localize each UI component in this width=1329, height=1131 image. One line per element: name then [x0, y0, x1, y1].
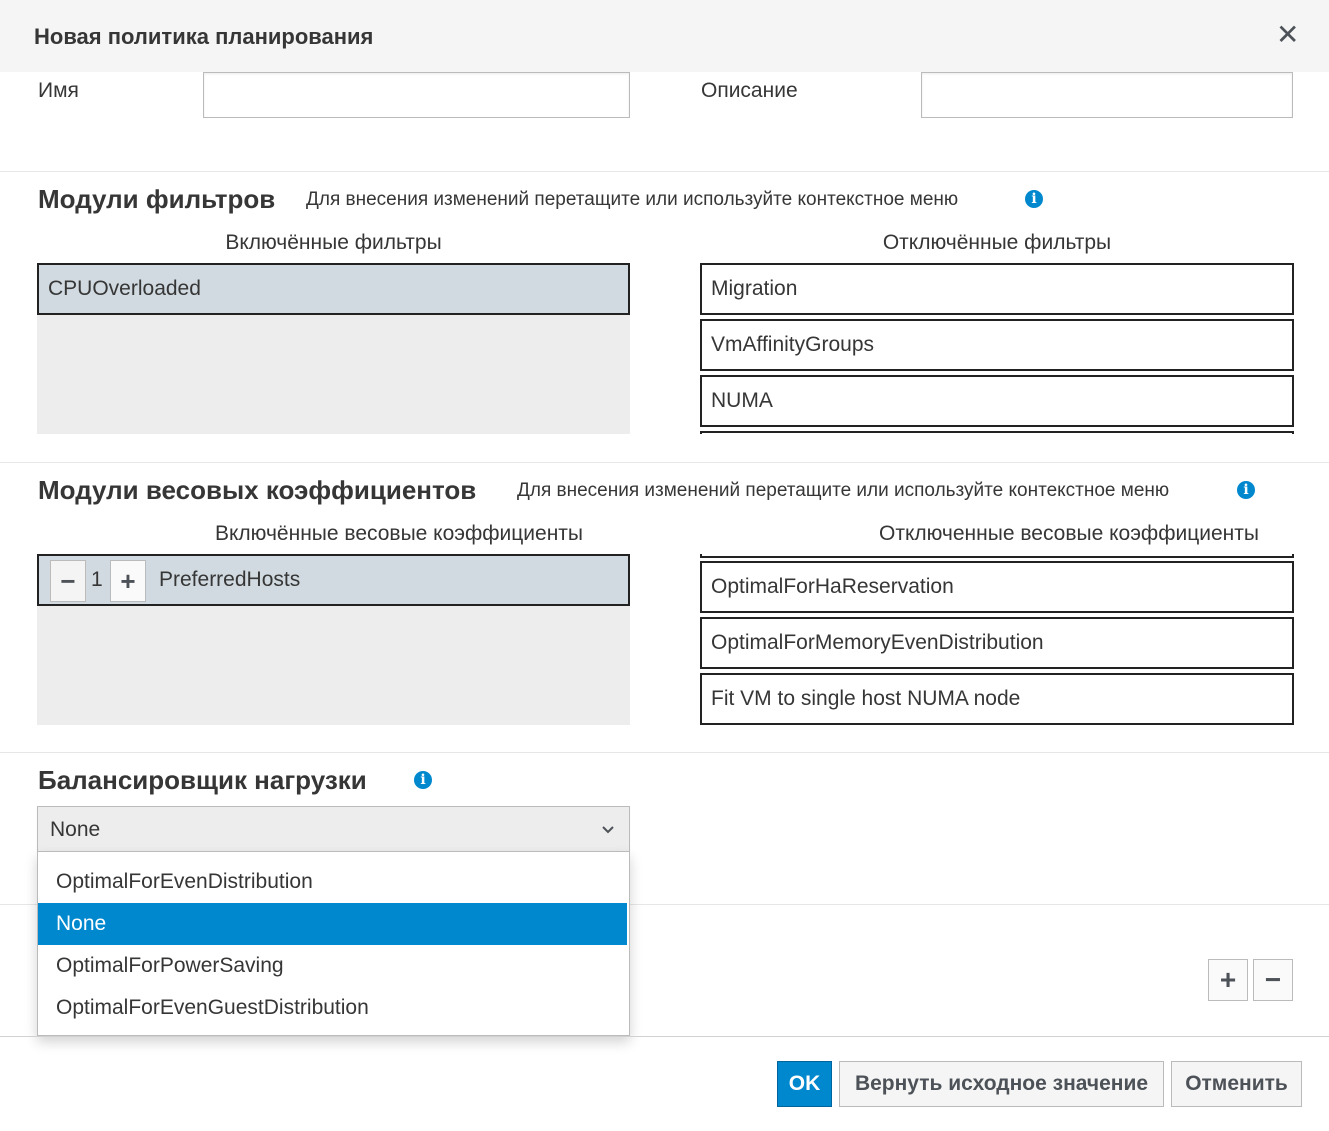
- cancel-button[interactable]: Отменить: [1171, 1061, 1302, 1107]
- enabled-weight-item[interactable]: [37, 554, 630, 606]
- weights-section-title: Модули весовых коэффициентов: [38, 475, 477, 505]
- disabled-filter-item[interactable]: [700, 375, 1294, 427]
- balancer-option[interactable]: OptimalForEvenGuestDistribution: [56, 996, 369, 1019]
- disabled-weights-title: Отключенные весовые коэффициенты: [879, 522, 1259, 545]
- divider: [0, 171, 1329, 172]
- reset-button[interactable]: Вернуть исходное значение: [839, 1061, 1164, 1107]
- balancer-option-selected[interactable]: None: [38, 903, 627, 945]
- weights-hint: Для внесения изменений перетащите или используйте контекстное меню: [517, 480, 1170, 501]
- filter-name: VmAffinityGroups: [711, 333, 875, 356]
- filter-name: CPUOverloaded: [48, 277, 201, 300]
- info-icon[interactable]: i: [1025, 190, 1043, 208]
- weight-factor-value: 1: [91, 568, 103, 591]
- close-icon[interactable]: ✕: [1276, 19, 1300, 50]
- enabled-filter-item[interactable]: [37, 263, 630, 315]
- enabled-weights-title: Включённые весовые коэффициенты: [215, 522, 584, 545]
- name-label: Имя: [38, 79, 79, 102]
- balancer-option[interactable]: OptimalForEvenDistribution: [56, 870, 313, 893]
- disabled-filter-item[interactable]: [700, 263, 1294, 315]
- dialog-title: Новая политика планирования: [34, 24, 374, 49]
- chevron-down-icon: [601, 825, 615, 835]
- weight-name: Fit VM to single host NUMA node: [711, 687, 1021, 710]
- weight-name: PreferredHosts: [159, 568, 301, 591]
- disabled-weight-item[interactable]: [700, 673, 1294, 725]
- filters-hint: Для внесения изменений перетащите или используйте контекстное меню: [306, 189, 959, 210]
- weight-name: OptimalForHaReservation: [711, 575, 954, 598]
- filter-name: Migration: [711, 277, 798, 300]
- enabled-weights-list[interactable]: [37, 554, 630, 725]
- footer-divider: [0, 1036, 1329, 1037]
- balancer-option[interactable]: OptimalForPowerSaving: [56, 954, 284, 977]
- disabled-weights-list[interactable]: [700, 554, 1294, 726]
- increase-factor-button[interactable]: +: [110, 560, 146, 602]
- disabled-weight-item[interactable]: [700, 617, 1294, 669]
- description-input[interactable]: [921, 72, 1293, 118]
- divider: [0, 752, 1329, 753]
- remove-property-button[interactable]: −: [1253, 959, 1293, 1001]
- filter-name: NUMA: [711, 389, 773, 412]
- disabled-filter-item-partial[interactable]: [700, 431, 1294, 434]
- enabled-filters-list[interactable]: [37, 263, 630, 434]
- disabled-filters-list[interactable]: [700, 263, 1294, 434]
- filters-section-title: Модули фильтров: [38, 184, 276, 214]
- ok-button[interactable]: OK: [777, 1061, 832, 1107]
- add-property-button[interactable]: +: [1208, 959, 1248, 1001]
- name-input[interactable]: [203, 72, 630, 118]
- balancer-section-title: Балансировщик нагрузки: [38, 765, 367, 795]
- decrease-factor-button[interactable]: −: [50, 560, 86, 602]
- disabled-weight-item[interactable]: [700, 561, 1294, 613]
- enabled-filters-title: Включённые фильтры: [225, 231, 442, 254]
- disabled-filter-item[interactable]: [700, 319, 1294, 371]
- disabled-filters-title: Отключённые фильтры: [882, 231, 1112, 254]
- info-icon[interactable]: i: [1237, 481, 1255, 499]
- info-icon[interactable]: i: [414, 771, 432, 789]
- balancer-selected-value: None: [50, 818, 101, 841]
- description-label: Описание: [701, 79, 798, 102]
- balancer-select[interactable]: [37, 806, 630, 852]
- weight-name: OptimalForMemoryEvenDistribution: [711, 631, 1044, 654]
- divider: [0, 462, 1329, 463]
- balancer-dropdown-menu[interactable]: [37, 851, 630, 1036]
- disabled-weight-item-partial[interactable]: [700, 554, 1294, 558]
